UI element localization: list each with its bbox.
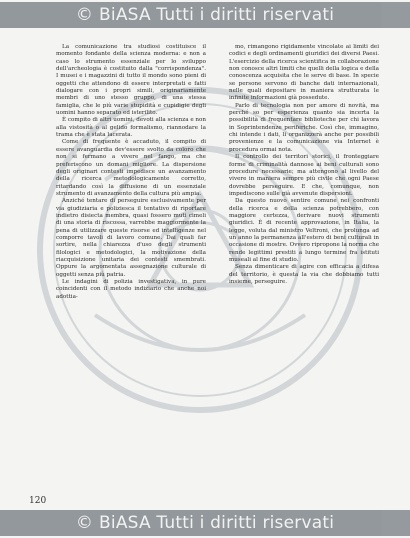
paragraph: Come di frequente è accaduto, il compito di essere avanguardia dev'essere svolto da coloro che non si fermano a vivere nel fango, ma che preferiscono un domani migliore. La dispersione degli originari contesti impedisce un avanzamento della ricerca metodologicamente corretto, ritardando così la diffusione di un essenziale strumento di avanzamento della cultura più ampia. [56,139,206,197]
paragraph: Le indagini di polizia investigativa, in pure coincidenti con il metodo indiziario che anche noi adottia- [56,279,206,300]
paragraph: Da questo nuovo sentire comune nei confronti della ricerca e della scienza potrebbero, con maggiore certezza, derivare nuovi strumenti giuridici. È di recente approvazione, in Italia, la legge, voluta dal ministro Veltroni, che prolunga ad un anno la permanenza all'estero di beni culturali in occasione di mostre. Ovvero ripropone la norma che rende legittimi prestiti a lungo termine fra istituti museali al fine di studio. [229,198,379,263]
paragraph: Parlo di tecnologia non per amore di novità, ma perché so per esperienza quanto sia incerta la possibilità di frequentare biblioteche per chi lavora in Soprintendenze periferiche. Così che, immagino, chi intende i dati, li organizzerà anche per possibili provenienze e la comunicazione via Internet è procedura ormai nota. [229,102,379,153]
paragraph: La comunicazione tra studiosi costituisce il momento fondante della scienza moderna: e non a caso lo strumento essenziale per lo sviluppo dell'archeologia è costituito dalla "corrispondenza". I musei e i magazzini di tutto il mondo sono pieni di oggetti che attendono di essere interpretati e fatti dialogare con i propri simili, originariamente membri di uno stesso gruppo, di una stessa famiglia, che le più varie stupidità e cupidigie degli uomini hanno separato ed isterilito. [56,44,206,117]
right-text-column [229,44,379,286]
watermark-text: BiASA Tutti i diritti riservati [99,5,335,25]
watermark-banner-top [0,2,410,28]
copyright-mark: © [75,513,94,533]
paragraph: mo, rimangono rigidamente vincolate ai limiti dei codici e degli ordinamenti giuridici dei diversi Paesi. L'esercizio della ricerca scientifica in collaborazione non conosce altri limiti che quelli della logica e della conoscenza acquisita che le serve di base. In specie se persone servono di banche dati internazionali, nelle quali depositare in maniera strutturata le infinite informazioni già possedute. [229,44,379,102]
watermark-banner-bottom [0,510,410,536]
page-number: 120 [29,496,47,506]
paragraph: È compito di altri uomini, devoti alla scienza e non alla vistosità o al gelido formalismo, riannodare la trama che è stata lacerata. [56,117,206,139]
watermark-text: BiASA Tutti i diritti riservati [99,513,335,533]
left-text-column [56,44,206,301]
paragraph: Il controllo dei territori storici, il fronteggiare forme di criminalità dannose ai beni culturali sono procedure necessarie; ma attengono al livello del vivere in maniera sempre più civile che ogni Paese dovrebbe perseguire. E che, comunque, non impediscono sulle già avvenute dispersioni. [229,154,379,197]
paragraph: Senza dimenticare di agire con efficacia a difesa del territorio, è questa la via che dobbiamo tutti insieme, perseguire. [229,264,379,285]
copyright-mark: © [75,5,94,25]
paragraph: Anziché tentare di perseguire esclusivamente per via giudiziaria e poliziesca il tentativo di riportare indietro disiecta membra, quasi fossero muti cimeli di una storia di riscossa, varrebbe maggiormente la pena di utilizzare queste risorse ed intelligenze nel comporre tavoli di lavoro comune. Dai quali far sortire, nella chiarezza d'uso degli strumenti filologici e metodologici, la motivazione della riacquisizione unitaria dei contesti smembrati. Oppure la argomentata assegnazione culturale di oggetti senza più patria. [56,198,206,278]
